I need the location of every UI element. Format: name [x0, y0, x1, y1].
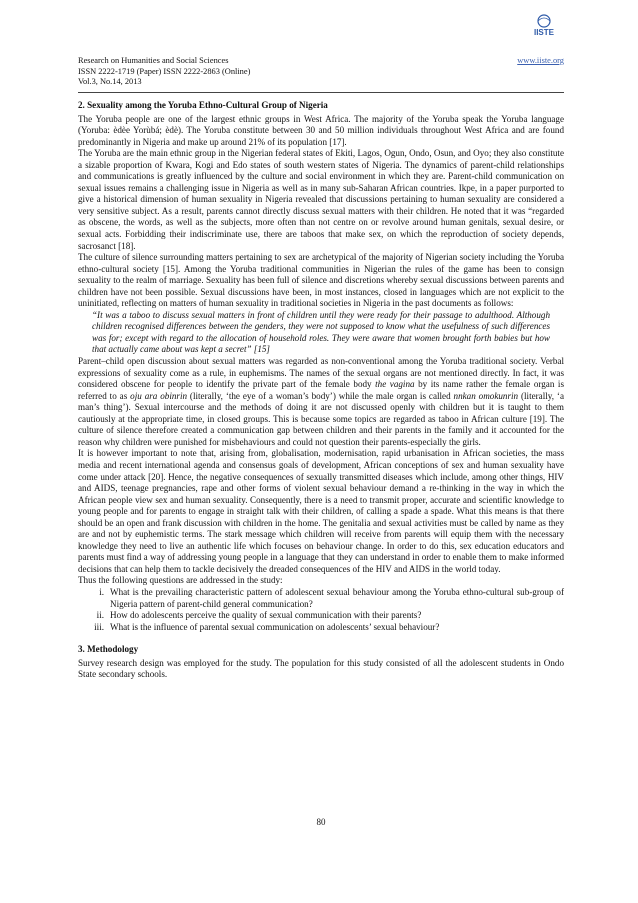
block-quote: “It was a taboo to discuss sexual matters in front of children until they were ready for their passage to adulthood. Although children recognised differences between the genders, they were not supposed to know what the usefulness of such differences was for; except with regard to the allocation of household roles. They were aware that women brought forth babies but how that actually came about was kept a secret” [15]	[92, 309, 550, 355]
paragraph: Thus the following questions are addressed in the study:	[78, 575, 283, 586]
journal-header	[78, 56, 564, 88]
iiste-logo-icon	[524, 13, 564, 37]
logo-text: IISTE	[533, 28, 555, 37]
journal-issn: ISSN 2222-1719 (Paper) ISSN 2222-2863 (Online)	[78, 66, 251, 76]
paragraph: It is however important to note that, arising from, globalisation, modernisation, rapid urbanisation in African societies, the mass media and recent international agenda and consensus goals of development, African conceptions of sex and human sexuality have come under attack [20]. Hence, the negative consequences of sexually transmitted diseases which include, among other things, HIV and AIDS, teenage pregnancies, rape and other forms of violent sexual behaviour demand a re-thinking in the way in which the African people view sex and human sexuality. Consequently, there is a need to transmit proper, accurate and scientific knowledge to young people and for parents to engage in straight talk with their children, of calling a spade a spade. What this means is that there should be an open and frank discussion with children in the home. The genitalia and sexual activities must be called by name as they are and not by euphemistic terms. The stark message which children will receive from parents will equip them with the necessary knowledge they need to live an authentic life which focuses on behaviour change. In order to do this, sex education educators and parents must find a way of addressing young people in a language that they can understand in order to enable them to make informed decisions that can help them to tackle decisively the dreaded consequences of the HIV and AIDS in the world today.	[78, 448, 564, 574]
journal-volume: Vol.3, No.14, 2013	[78, 77, 142, 87]
page-number: 80	[316, 817, 326, 827]
paragraph: The Yoruba people are one of the largest ethnic groups in West Africa. The majority of the Yoruba speak the Yoruba language (Yoruba: èdèe Yorùbá; èdè). The Yoruba constitute between 30 and 50 million individuals throughout West Africa and are found predominantly in Nigeria and make up around 21% of its population [17].	[78, 113, 564, 147]
paragraph: Parent–child open discussion about sexual matters was regarded as non-conventional among the Yoruba traditional society. Verbal expressions of sexuality come as a rule, in euphemisms. The names of the sexual organs are not mentioned directly. In fact, it was considered obscene for people to identify the private part of the female body the vagina by its name rather the female organ is referred to as oju ara obinrin (literally, ‘the eye of a woman’s body’) while the male organ is called nnkan omokunrin (literally, ‘a man’s thing’). Sexual intercourse and the methods of doing it are not discussed openly with children but it is taught to them cautiously at the appropriate time, in closed groups. This is because some topics are regarded as taboo in African culture [19]. The culture of silence therefore created a communication gap between children and their parents in the family and it accounted for the reason why children were punished for misbehaviours and could not question their parents-especially the girls.	[78, 356, 564, 447]
article-body	[78, 100, 564, 681]
paragraph: The Yoruba are the main ethnic group in the Nigerian federal states of Ekiti, Lagos, Ogun, Ondo, Osun, and Oyo; they also constitute a sizable proportion of Kwara, Kogi and Edo states of south western states of Nigeria. The dynamics of parent-child relationships and communications is greatly influenced by the culture and social environment in which they are. Parent-child communication on sexual issues remains a challenging issue in Nigeria as well as in many sub-Saharan African countries. Ikpe, in a paper purported to give a historical dimension of human sexuality in Nigeria revealed that discussions pertaining to human sexuality are considered a very sensitive subject. As a result, parents cannot directly discuss sexual matters with their children. He noted that it was “regarded as obscene, the words, as well as the subjects, more often than not centre on or revolve around human genitals, sexual desire, or sexual acts. Forbidding their indiscriminate use, there are taboos that make sex, on which the reproduction of society depends, sacrosanct [18].	[78, 148, 564, 251]
section-2-heading: 2. Sexuality among the Yoruba Ethno-Cultural Group of Nigeria	[78, 100, 328, 110]
italic-term: nnkan omokunrin	[453, 390, 519, 401]
list-item: ii. How do adolescents perceive the quality of sexual communication with their parents?	[96, 610, 422, 621]
italic-term: oju ara obinrin	[130, 390, 188, 401]
journal-url-link[interactable]: www.iiste.org	[517, 56, 564, 65]
list-item: i. What is the prevailing characteristic pattern of adolescent sexual behaviour among the Yoruba ethno-cultural sub-group of Nigeria pattern of parent-child general communication?	[99, 586, 564, 609]
list-item: iii. What is the influence of parental sexual communication on adolescents’ sexual behaviour?	[94, 621, 440, 632]
header-divider	[78, 92, 564, 93]
section-3-heading: 3. Methodology	[78, 644, 139, 655]
journal-title: Research on Humanities and Social Sciences	[78, 56, 229, 65]
research-questions-list	[78, 587, 564, 633]
paragraph: The culture of silence surrounding matters pertaining to sex are archetypical of the majority of Nigerian society including the Yoruba ethno-cultural society [15]. Among the Yoruba traditional communities in Nigerian the rules of the game has been to consign sexuality to the realm of marriage. Sexuality has been full of silence and discretions whereby sexual discussions between parents and children have not been possible. Sexual discussions have been, in most instances, closed in languages which are not explicit to the uninitiated, reflecting on matters of human sexuality in traditional societies in Nigeria in the past documents as follows:	[78, 252, 564, 309]
italic-term: the vagina	[375, 379, 415, 390]
paragraph: Survey research design was employed for the study. The population for this study consisted of all the adolescent students in Ondo State secondary schools.	[78, 657, 564, 680]
